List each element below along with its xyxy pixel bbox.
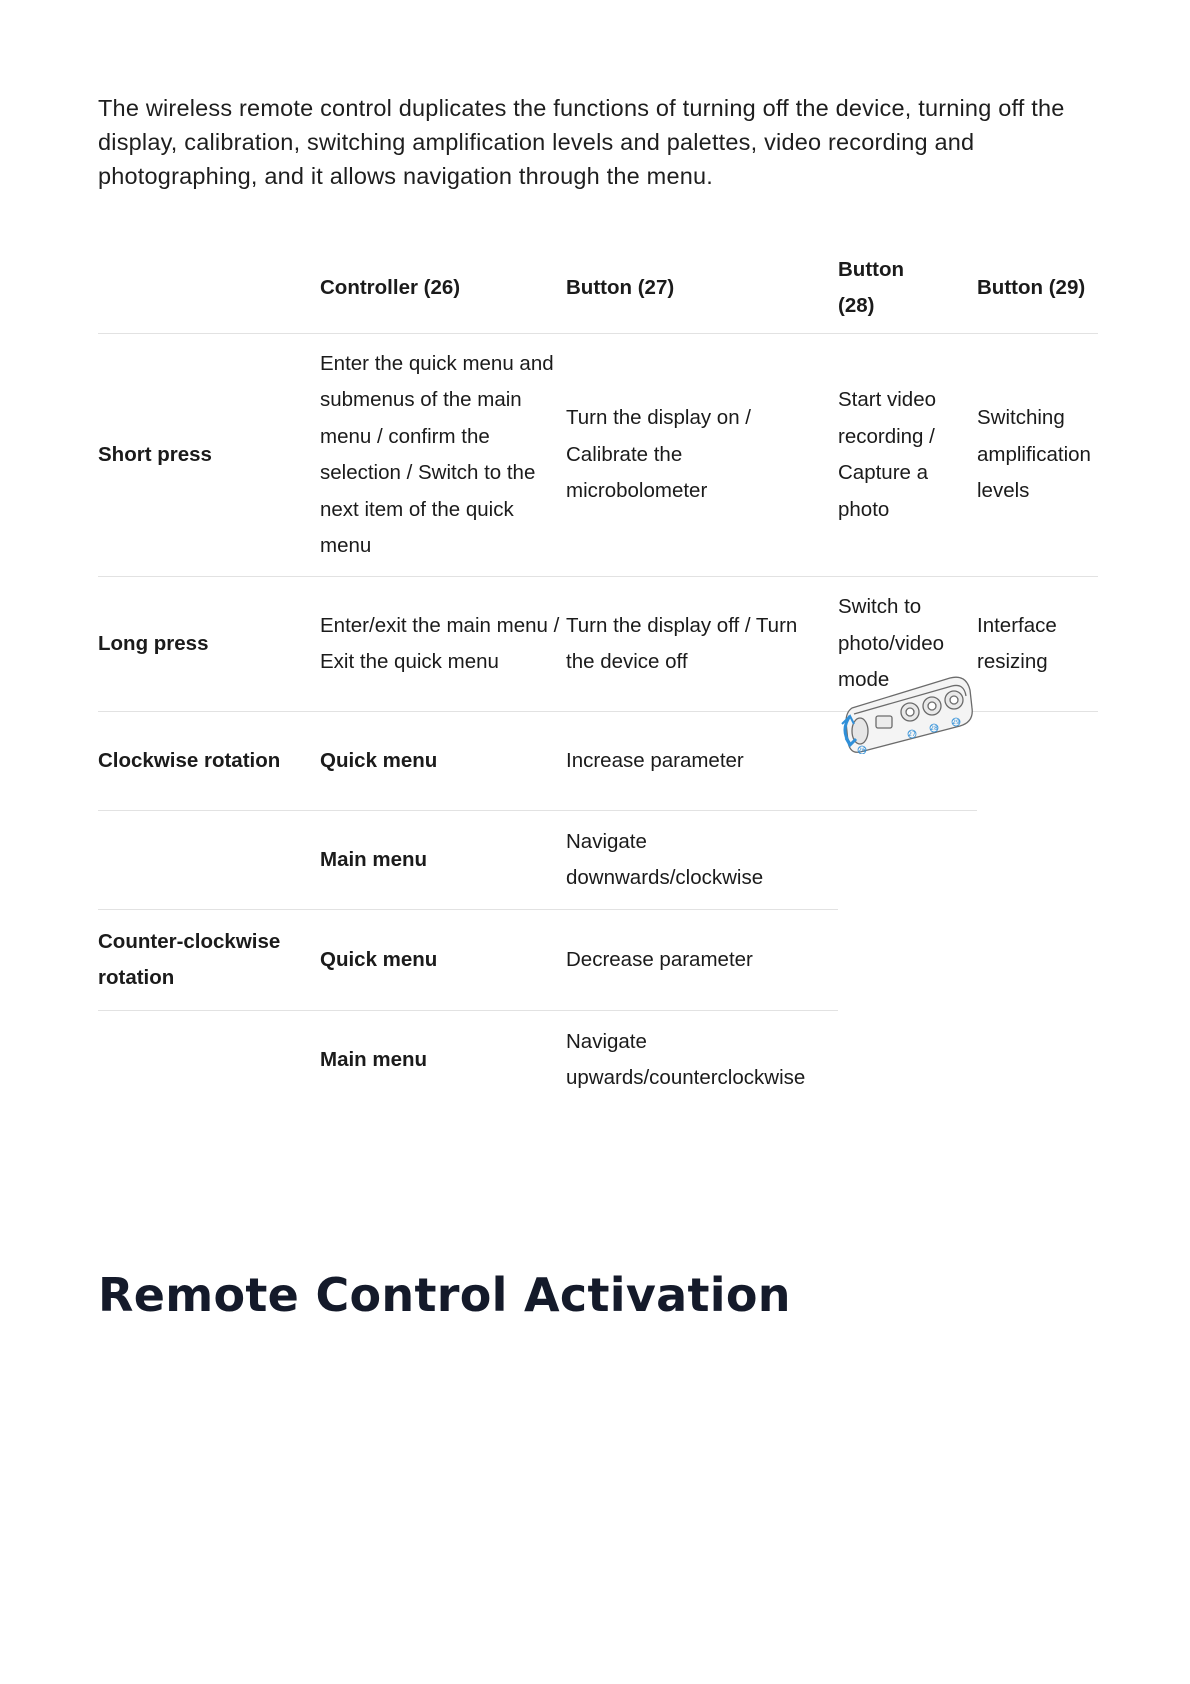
cell-action: Increase parameter <box>566 712 838 811</box>
cell-main-menu: Main menu <box>320 1011 566 1110</box>
cell-controller-26: Enter/exit the main menu / Exit the quick menu <box>320 577 566 712</box>
controls-table <box>98 243 1098 1109</box>
row-label-short-press: Short press <box>98 334 320 577</box>
row-label-clockwise-rotation: Clockwise rotation <box>98 712 320 811</box>
table-row <box>98 811 1098 910</box>
table-row <box>98 910 1098 1011</box>
intro-paragraph: The wireless remote control duplicates the functions of turning off the device, turning off the display, calibration, switching amplification levels and palettes, video recording and photographing, and it allows navigation through the menu. <box>98 95 1065 189</box>
header-button-27: Button (27) <box>566 275 675 299</box>
remote-control-illustration <box>838 668 978 754</box>
callout-29-label: 29 <box>952 719 960 726</box>
table-row <box>98 334 1098 577</box>
cell-button-28: Switch to photo/video mode <box>838 577 977 712</box>
section-heading: Remote Control Activation <box>98 1268 791 1322</box>
header-empty <box>98 243 320 334</box>
header-controller-26: Controller (26) <box>320 275 461 299</box>
row-label-counter-clockwise-rotation: Counter-clockwise rotation <box>98 910 320 1011</box>
table-header-row <box>98 243 1098 334</box>
row-label-long-press: Long press <box>98 577 320 712</box>
table-row <box>98 712 1098 811</box>
cell-button-27: Turn the display on / Calibrate the microbolometer <box>566 334 838 577</box>
cell-quick-menu: Quick menu <box>320 910 566 1011</box>
remote-body <box>846 677 972 752</box>
cell-button-28: Start video recording / Capture a photo <box>838 334 977 577</box>
cell-controller-26: Enter the quick menu and submenus of the main menu / confirm the selection / Switch to the next item of the quick menu <box>320 334 566 577</box>
cell-quick-menu: Quick menu <box>320 712 566 811</box>
cell-action: Navigate upwards/counterclockwise <box>566 1011 838 1110</box>
callout-27-label: 27 <box>908 731 916 738</box>
cell-button-27: Turn the display off / Turn the device off <box>566 577 838 712</box>
header-button-28: Button (28) <box>838 257 905 317</box>
callout-28-label: 28 <box>930 725 938 732</box>
cell-main-menu: Main menu <box>320 811 566 910</box>
cell-button-29: Switching amplification levels <box>977 334 1098 577</box>
remote-illustration-cell <box>838 712 977 811</box>
cell-button-29: Interface resizing <box>977 577 1098 712</box>
cell-action: Decrease parameter <box>566 910 838 1011</box>
callout-26-label: 26 <box>858 747 866 754</box>
table-row <box>98 1011 1098 1110</box>
cell-action: Navigate downwards/clockwise <box>566 811 838 910</box>
header-button-29: Button (29) <box>977 275 1086 299</box>
